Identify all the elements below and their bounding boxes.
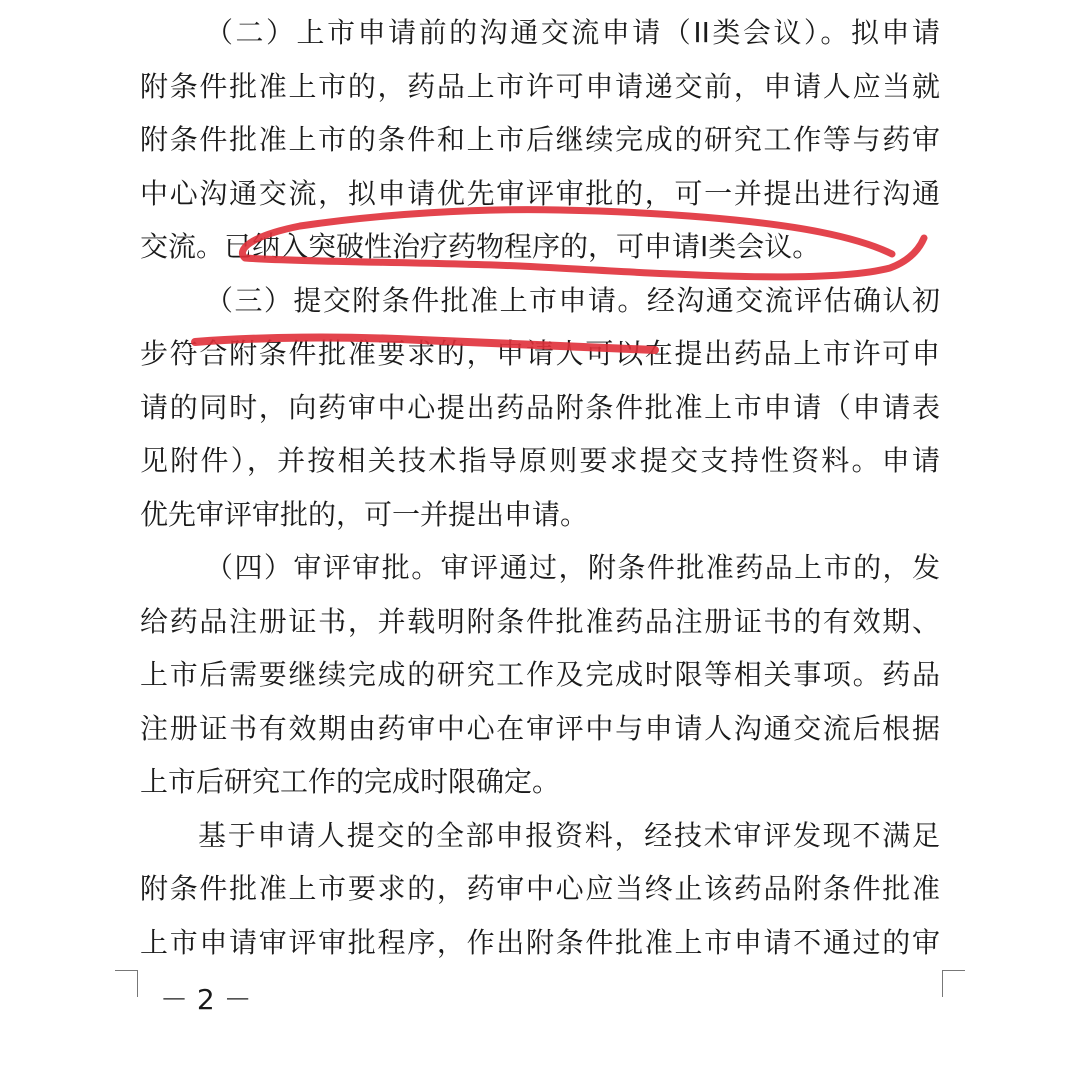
paragraph-line: 见附件），并按相关技术指导原则要求提交支持性资料。申请 — [140, 444, 940, 477]
document-body — [140, 6, 940, 969]
paragraph-line: 优先审评审批的，可一并提出申请。 — [140, 497, 589, 531]
page-corner-mark-right — [942, 970, 965, 997]
page-corner-mark-left — [115, 970, 138, 997]
paragraph-line: 附条件批准上市的条件和上市后继续完成的研究工作等与药审 — [140, 123, 940, 156]
page-number: － 2 － — [160, 983, 252, 1016]
paragraph-line: （三）提交附条件批准上市申请。经沟通交流评估确认初 — [205, 283, 940, 317]
paragraph-line: 注册证书有效期由药审中心在审评中与申请人沟通交流后根据 — [140, 711, 940, 745]
paragraph-line: 基于申请人提交的全部申报资料，经技术审评发现不满足 — [198, 818, 940, 852]
paragraph-line: （四）审评审批。审评通过，附条件批准药品上市的，发 — [205, 551, 940, 584]
paragraph-line: （二）上市申请前的沟通交流申请（II类会议）。拟申请 — [205, 16, 940, 49]
paragraph-line: 中心沟通交流，拟申请优先审评审批的，可一并提出进行沟通 — [140, 176, 940, 210]
paragraph-line: 上市申请审评审批程序，作出附条件批准上市申请不通过的审 — [140, 925, 940, 959]
paragraph-line: 上市后研究工作的完成时限确定。 — [140, 765, 561, 798]
paragraph-line: 给药品注册证书，并载明附条件批准药品注册证书的有效期、 — [140, 604, 940, 638]
paragraph-line: 上市后需要继续完成的研究工作及完成时限等相关事项。药品 — [140, 658, 940, 691]
paragraph-line: 附条件批准上市要求的，药审中心应当终止该药品附条件批准 — [140, 872, 940, 905]
paragraph-line: 交流。已纳入突破性治疗药物程序的，可申请I类会议。 — [140, 230, 821, 263]
paragraph-line: 请的同时，向药审中心提出药品附条件批准上市申请（申请表 — [140, 390, 940, 424]
paragraph-line: 步符合附条件批准要求的，申请人可以在提出药品上市许可申 — [140, 337, 940, 370]
paragraph-line: 附条件批准上市的，药品上市许可申请递交前，申请人应当就 — [140, 69, 940, 103]
